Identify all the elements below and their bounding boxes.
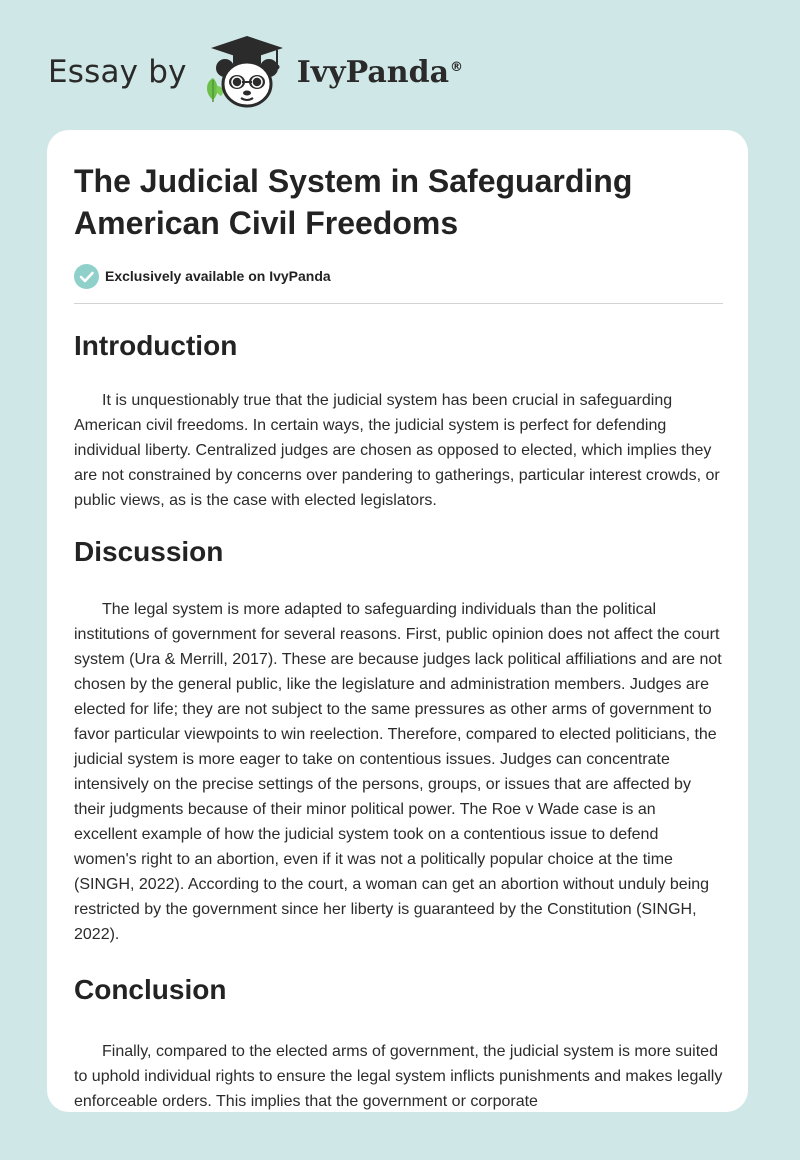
essay-by-label: Essay by	[48, 54, 187, 90]
section-heading-discussion: Discussion	[74, 536, 224, 567]
exclusive-badge	[74, 263, 723, 289]
panda-graduate-logo-icon[interactable]	[199, 34, 295, 110]
essay-card	[47, 130, 748, 1112]
section-heading-conclusion: Conclusion	[74, 974, 227, 1005]
paragraph-conclusion: Finally, compared to the elected arms of government, the judicial system is more suited to uphold individual rights to ensure the legal system inflicts punishments and makes legally enforceable orders. This implies that the government or corporate	[74, 1043, 723, 1110]
paragraph-discussion: The legal system is more adapted to safeguarding individuals than the political institutions of government for several reasons. First, public opinion does not affect the court system (Ura & Merrill, 2017). These are because judges lack political affiliations and are not chosen by the general public, like the legislature and administration members. Judges are elected for life; they are not subject to the same pressures as other arms of government to favor particular viewpoints to win reelection. Therefore, compared to elected politicians, the judicial system is more eager to take on contentious issues. Judges can concentrate intensively on the precise settings of the persons, groups, or issues that are affected by their judgments because of their minor political power. The Roe v Wade case is an excellent example of how the judicial system took on a contentious issue to defend women's right to an abortion, even if it was not a politically popular choice at the time (SINGH, 2022). According to the court, a woman can get an abortion without unduly being restricted by the government since her liberty is guaranteed by the Constitution (SINGH, 2022).	[74, 601, 722, 943]
exclusive-badge-text: Exclusively available on IvyPanda	[105, 268, 331, 284]
registered-mark: ®	[450, 59, 464, 75]
brand-name: IvyPanda®	[296, 54, 464, 90]
site-header	[48, 34, 463, 110]
section-heading-introduction: Introduction	[74, 330, 238, 361]
check-circle-icon	[74, 264, 99, 289]
essay-title: The Judicial System in Safeguarding American Civil Freedoms	[74, 163, 633, 241]
paragraph-introduction: It is unquestionably true that the judicial system has been crucial in safeguarding American civil freedoms. In certain ways, the judicial system is perfect for defending individual liberty. Centralized judges are chosen as opposed to elected, which implies they are not constrained by concerns over pandering to gatherings, particular interest crowds, or public views, as is the case with elected legislators.	[74, 392, 720, 509]
title-divider	[74, 303, 723, 304]
essay-content	[74, 160, 723, 1112]
